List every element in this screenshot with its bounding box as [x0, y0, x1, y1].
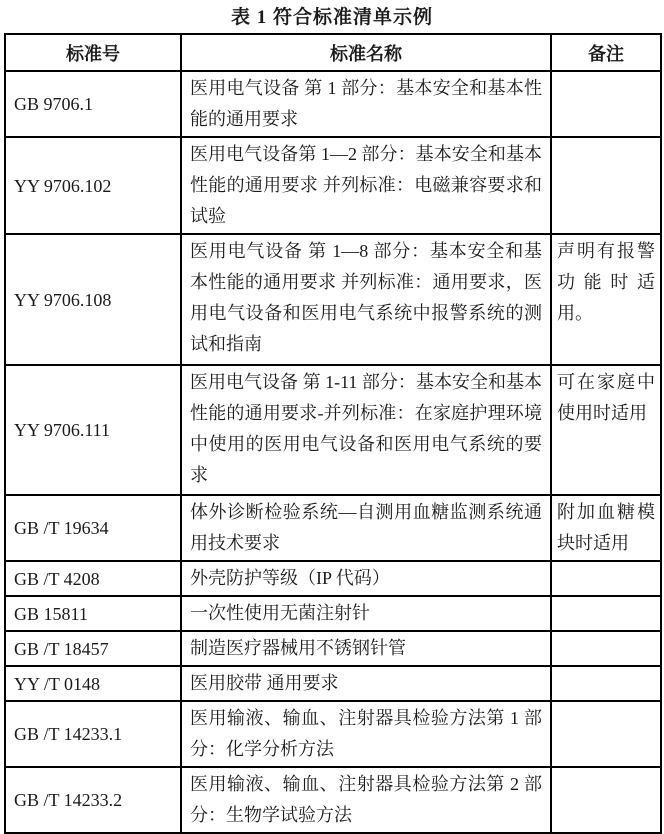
table-row: [5, 365, 661, 495]
standard-name-cell: 制造医疗器械用不锈钢针管: [181, 631, 551, 666]
standard-number-cell: YY 9706.102: [5, 137, 181, 234]
document-page: [0, 7, 664, 825]
table-row: [5, 631, 661, 666]
table-row: [5, 561, 661, 596]
remark-cell: 可在家庭中使用时适用: [551, 365, 661, 495]
table-caption: 表 1 符合标准清单示例: [230, 7, 433, 28]
remark-cell: [551, 701, 661, 767]
table-row: [5, 234, 661, 365]
header-remark: 备注: [551, 34, 661, 71]
standards-table: [4, 33, 662, 834]
standard-name-cell: 医用胶带 通用要求: [181, 666, 551, 701]
remark-cell: [551, 666, 661, 701]
remark-cell: [551, 596, 661, 631]
table-row: [5, 137, 661, 234]
standard-number-cell: GB /T 14233.1: [5, 701, 181, 767]
remark-cell: [551, 71, 661, 137]
standard-name-cell: 医用电气设备 第 1—8 部分：基本安全和基本性能的通用要求 并列标准：通用要求，医用电气设备和医用电气系统中报警系统的测试和指南: [181, 234, 551, 365]
standard-name-cell: 医用电气设备 第 1 部分：基本安全和基本性能的通用要求: [181, 71, 551, 137]
remark-cell: 附加血糖模块时适用: [551, 495, 661, 561]
standard-number-cell: GB /T 4208: [5, 561, 181, 596]
standard-number-cell: YY /T 0148: [5, 666, 181, 701]
standard-name-cell: 医用电气设备第 1—2 部分：基本安全和基本性能的通用要求 并列标准：电磁兼容要求和试验: [181, 137, 551, 234]
standard-number-cell: YY 9706.108: [5, 234, 181, 365]
remark-cell: [551, 767, 661, 833]
standard-number-cell: GB /T 19634: [5, 495, 181, 561]
header-standard-name: 标准名称: [181, 34, 551, 71]
remark-cell: [551, 561, 661, 596]
header-standard-number: 标准号: [5, 34, 181, 71]
remark-cell: 声明有报警功能时适用。: [551, 234, 661, 365]
table-row: [5, 495, 661, 561]
table-row: [5, 596, 661, 631]
standard-number-cell: GB /T 18457: [5, 631, 181, 666]
remark-cell: [551, 631, 661, 666]
standard-name-cell: 医用输液、输血、注射器具检验方法第 2 部分：生物学试验方法: [181, 767, 551, 833]
standard-name-cell: 医用输液、输血、注射器具检验方法第 1 部分：化学分析方法: [181, 701, 551, 767]
standard-name-cell: 体外诊断检验系统—自测用血糖监测系统通用技术要求: [181, 495, 551, 561]
header-row: [5, 34, 661, 71]
standard-name-cell: 医用电气设备 第 1-11 部分：基本安全和基本性能的通用要求-并列标准：在家庭护理环境中使用的医用电气设备和医用电气系统的要求: [181, 365, 551, 495]
standard-name-cell: 一次性使用无菌注射针: [181, 596, 551, 631]
remark-cell: [551, 137, 661, 234]
standard-number-cell: GB /T 14233.2: [5, 767, 181, 833]
table-row: [5, 701, 661, 767]
table-row: [5, 71, 661, 137]
table-row: [5, 767, 661, 833]
standard-number-cell: GB 9706.1: [5, 71, 181, 137]
standard-number-cell: GB 15811: [5, 596, 181, 631]
standard-number-cell: YY 9706.111: [5, 365, 181, 495]
table-row: [5, 666, 661, 701]
standard-name-cell: 外壳防护等级（IP 代码）: [181, 561, 551, 596]
